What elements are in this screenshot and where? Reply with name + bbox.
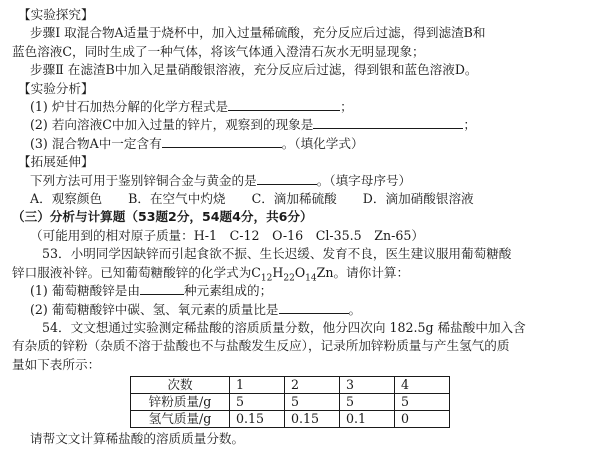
table-cell: 0.15 <box>230 411 285 428</box>
q53-sub2-end: 。 <box>348 301 362 317</box>
table-header-cell: 次数 <box>131 377 230 394</box>
option-d: D．滴加硝酸银溶液 <box>362 191 474 207</box>
table-row <box>131 411 450 428</box>
analysis-q3-end: 。（填化学式） <box>281 135 364 151</box>
step1-line-a: 步骤Ⅰ 取混合物A适量于烧杯中，加入过量稀硫酸，充分反应后过滤，得到滤渣B和 <box>30 25 486 41</box>
data-table <box>130 376 450 428</box>
q54-line-c: 量如下表所示： <box>12 356 101 372</box>
table-cell: 5 <box>230 394 285 411</box>
option-c: C．滴加稀硫酸 <box>251 191 337 207</box>
q54-line-a: 54．文文想通过实验测定稀盐酸的溶质质量分数，他分四次向 182.5g 稀盐酸中加入含 <box>42 319 526 335</box>
answer-blank[interactable] <box>140 282 184 295</box>
table-cell: 氢气质量/g <box>131 411 230 428</box>
q53-sub1-text: (1) 葡萄糖酸锌是由 <box>30 283 140 299</box>
q53-line-a: 53．小明同学因缺锌而引起食欲不振、生长迟缓、发育不良，医生建议服用葡萄糖酸 <box>42 246 512 262</box>
analysis-q1 <box>12 98 597 116</box>
extension-options <box>12 190 597 208</box>
analysis-q1-end: ； <box>340 99 353 115</box>
option-b: B．在空气中灼烧 <box>128 191 226 207</box>
experiment-analysis-header: 【实验分析】 <box>18 80 94 96</box>
extension-question-end: 。（填字母序号） <box>316 172 412 188</box>
analysis-q2-end: ； <box>463 117 476 133</box>
answer-blank[interactable] <box>279 301 349 314</box>
table-cell: 5 <box>285 394 340 411</box>
answer-blank[interactable] <box>228 98 340 111</box>
table-cell: 0.15 <box>285 411 340 428</box>
table-cell: 锌粉质量/g <box>131 394 230 411</box>
table-cell: 5 <box>340 394 395 411</box>
q54-final: 请帮文文计算稀盐酸的溶质质量分数。 <box>30 431 245 447</box>
experiment-explore-header: 【实验探究】 <box>18 7 94 22</box>
table-header-cell: 4 <box>395 377 450 394</box>
section3-title-note: （53题2分，54题4分，共6分） <box>125 209 313 225</box>
table-header-row <box>131 377 450 394</box>
extension-question <box>12 172 597 190</box>
q53-text-c: 。请你计算： <box>333 264 410 280</box>
q53-line-b <box>12 264 597 282</box>
answer-blank[interactable] <box>313 116 463 129</box>
table-cell: 0.1 <box>340 411 395 428</box>
table-row <box>131 394 450 411</box>
q53-sub2-text: (2) 葡萄糖酸锌中碳、氢、氧元素的质量比是 <box>30 301 279 317</box>
q53-sub2 <box>12 301 597 319</box>
section3-title <box>12 208 597 226</box>
extension-header: 【拓展延伸】 <box>18 154 94 170</box>
table-cell: 5 <box>395 394 450 411</box>
q53-formula: $C_{12}H_{22}O_{14}Zn$ <box>251 264 334 284</box>
q53-text-b: 锌口服液补锌。已知葡萄糖酸锌的化学式为 <box>12 264 252 280</box>
section3-title-text: （三）分析与计算题 <box>12 209 126 225</box>
table-header-cell: 3 <box>340 377 395 394</box>
answer-blank[interactable] <box>257 172 317 185</box>
analysis-q2-text: (2) 若向溶液C中加入过量的锌片，观察到的现象是 <box>30 117 314 133</box>
answer-blank[interactable] <box>162 135 282 148</box>
table-header-cell: 1 <box>230 377 285 394</box>
analysis-q1-text: (1) 炉甘石加热分解的化学方程式是 <box>30 99 229 115</box>
option-a: A．观察颜色 <box>30 191 103 207</box>
atomic-masses: （可能用到的相对原子质量：H-1 C-12 O-16 Cl-35.5 Zn-65） <box>30 227 425 243</box>
table-header-cell: 2 <box>285 377 340 394</box>
q53-sub1 <box>12 282 597 300</box>
step2-line: 步骤Ⅱ 在滤渣B中加入足量硝酸银溶液，充分反应后过滤，得到银和蓝色溶液D。 <box>30 62 478 78</box>
analysis-q2 <box>12 116 597 134</box>
extension-question-text: 下列方法可用于鉴别锌铜合金与黄金的是 <box>30 172 257 188</box>
analysis-q3-text: (3) 混合物A中一定含有 <box>30 135 162 151</box>
q53-sub1-end: 种元素组成的； <box>184 283 273 299</box>
q54-line-b: 有杂质的锌粉（杂质不溶于盐酸也不与盐酸发生反应），记录所加锌粉质量与产生氢气的质 <box>12 338 510 354</box>
step1-line-b: 蓝色溶液C，同时生成了一种气体，将该气体通入澄清石灰水无明显现象； <box>12 43 425 59</box>
analysis-q3 <box>12 135 597 153</box>
table-cell: 0 <box>395 411 450 428</box>
